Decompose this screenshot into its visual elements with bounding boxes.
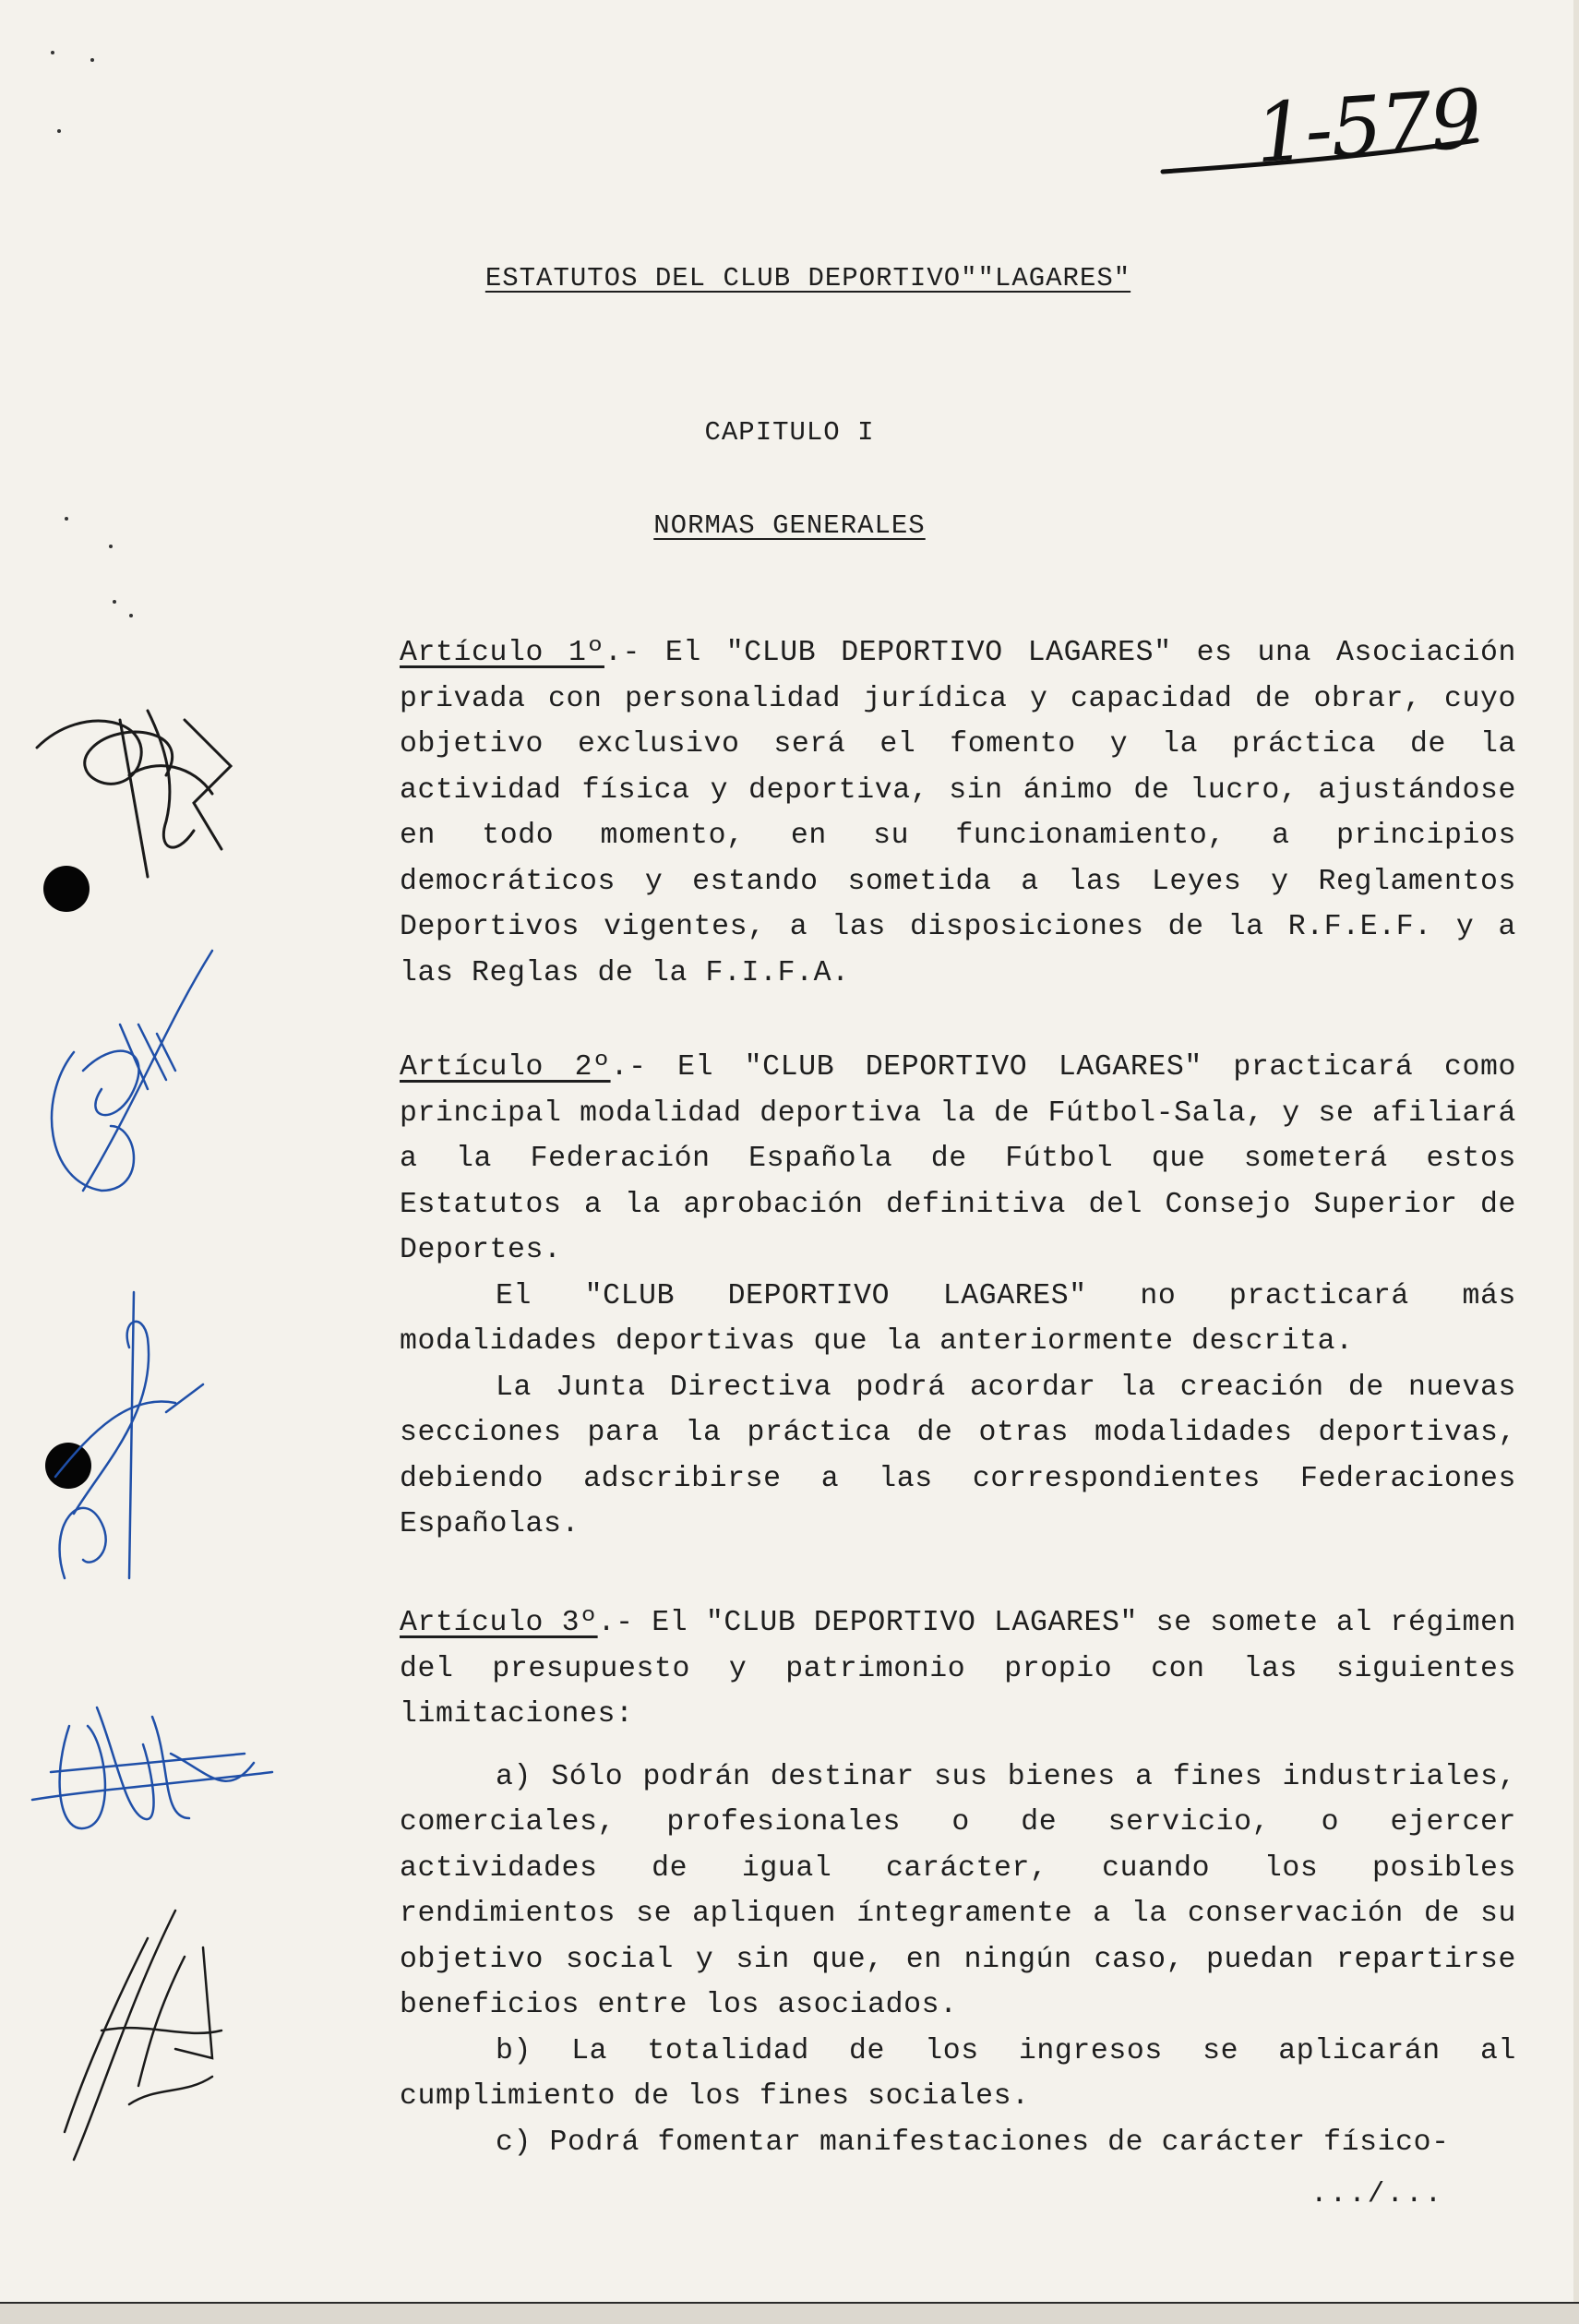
signature-1-icon [9, 665, 249, 904]
article-3-label: Artículo 3º [400, 1607, 598, 1639]
sheet-edge [1573, 0, 1579, 2324]
article-3-items [400, 1755, 1516, 2166]
article-3-text: .- El "CLUB DEPORTIVO LAGARES" se somete al régimen del presupuesto y patrimonio propio con las siguientes limitaciones: [400, 1607, 1516, 1731]
article-1-label: Artículo 1º [400, 637, 604, 669]
list-item: b) La totalidad de los ingresos se aplicarán al cumplimiento de los fines sociales. [400, 2034, 1516, 2113]
article-1 [400, 630, 1516, 996]
article-2-paragraph-2: El "CLUB DEPORTIVO LAGARES" no practicará más modalidades deportivas que la anteriormente descrita. [400, 1279, 1516, 1358]
speck [109, 545, 113, 548]
article-3-paragraph [400, 1600, 1516, 1738]
reference-underline-icon [1158, 137, 1481, 177]
speck [90, 58, 94, 62]
article-2 [400, 1045, 1516, 1548]
article-2-label: Artículo 2º [400, 1051, 611, 1084]
article-1-text: .- El "CLUB DEPORTIVO LAGARES" es una Asociación privada con personalidad jurídica y capacidad de obrar, cuyo objetivo exclusivo será el fomento y la práctica de la actividad física y deportiva, sin ánimo de lucro, ajustándose en todo momento, en su funcionamiento, a principios democráticos y estando sometida a las Leyes y Reglamentos Deportivos vigentes, a las disposiciones de la R.F.E.F. y a las Reglas de la F.I.F.A. [400, 637, 1516, 989]
speck [51, 51, 54, 54]
signature-3-icon [28, 1283, 212, 1587]
article-3 [400, 1600, 1516, 2165]
speck [113, 600, 116, 604]
page-bottom-edge [0, 2302, 1579, 2324]
article-2-paragraph [400, 1045, 1516, 1274]
chapter-number: CAPITULO I [704, 417, 875, 448]
article-2-text: .- El "CLUB DEPORTIVO LAGARES" practicará como principal modalidad deportiva la de Fútbol-Sala, y se afiliará a la Federación Española de Fútbol que someterá estos Estatutos a la aprobación definitiva del Consejo Superior de Deportes. [400, 1051, 1516, 1266]
handwritten-reference: 1-579 [1251, 70, 1483, 182]
signature-5-icon [46, 1892, 240, 2169]
signature-4-icon [14, 1671, 281, 1855]
signature-2-icon [28, 941, 231, 1218]
list-item: a) Sólo podrán destinar sus bienes a fines industriales, comerciales, profesionales o de servicio, o ejercer actividades de igual carácter, cuando los posibles rendimientos se apliquen íntegramente a la conservación de su objetivo social y sin que, en ningún caso, puedan repartirse beneficios entre los asociados. [400, 1760, 1516, 2021]
continuation-mark: .../... [1310, 2178, 1444, 2210]
speck [57, 129, 61, 133]
article-2-paragraph-3: La Junta Directiva podrá acordar la creación de nuevas secciones para la práctica de otras modalidades deportivas, debiendo adscribirse a las correspondientes Federaciones Españolas. [400, 1371, 1516, 1540]
list-item: c) Podrá fomentar manifestaciones de carácter físico- [496, 2126, 1450, 2159]
document-title: ESTATUTOS DEL CLUB DEPORTIVO""LAGARES" [484, 263, 1131, 293]
chapter-heading: NORMAS GENERALES [653, 510, 926, 541]
speck [129, 614, 133, 617]
article-1-paragraph [400, 630, 1516, 996]
